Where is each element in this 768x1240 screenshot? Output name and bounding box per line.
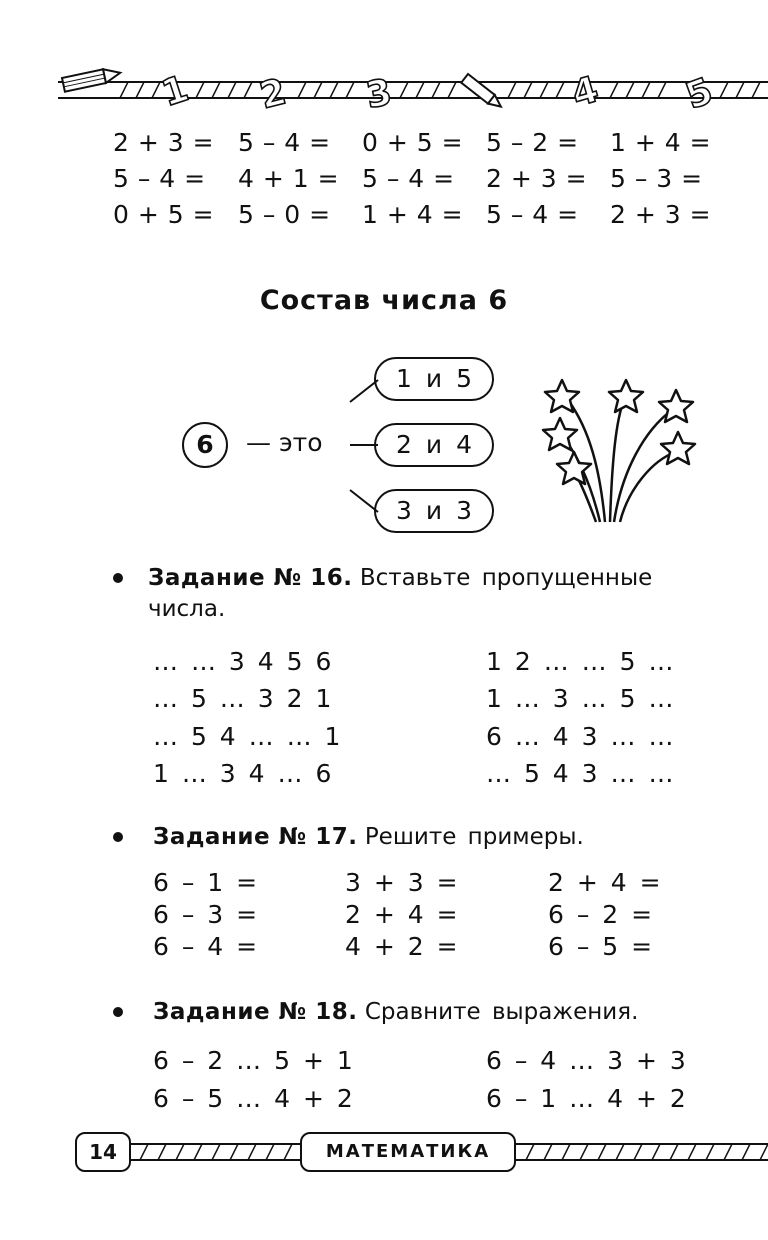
section-title: Состав числа 6	[259, 285, 509, 316]
equation: 5 – 3 =	[610, 164, 703, 193]
sequence-row: … 5 … 3 2 1	[153, 684, 332, 713]
sequence-row: 6 … 4 3 … …	[486, 722, 674, 751]
task-text: Решите примеры.	[364, 824, 584, 850]
task-text: Сравните выражения.	[364, 999, 639, 1025]
sequence-row: … 5 4 … … 1	[153, 722, 341, 751]
task-label: Задание № 16.	[148, 565, 353, 591]
equation: 5 – 4 =	[362, 164, 455, 193]
page-number: 14	[75, 1132, 131, 1172]
equation: 5 – 0 =	[238, 200, 331, 229]
example: 3 + 3 =	[345, 868, 458, 897]
example: 6 – 4 =	[153, 932, 258, 961]
example: 6 – 2 =	[548, 900, 653, 929]
ruler-digit: 2	[256, 71, 291, 118]
task-text-cont: числа.	[148, 596, 226, 622]
sequence-row: 1 … 3 … 5 …	[486, 684, 674, 713]
example: 6 – 1 =	[153, 868, 258, 897]
equation: 4 + 1 =	[238, 164, 340, 193]
equation: 5 – 4 =	[113, 164, 206, 193]
example: 2 + 4 =	[548, 868, 661, 897]
example: 4 + 2 =	[345, 932, 458, 961]
task-label: Задание № 17.	[153, 824, 358, 850]
pair-bubble: 3 и 3	[374, 489, 494, 533]
sequence-row: 1 2 … … 5 …	[486, 647, 674, 676]
pair-bubble: 2 и 4	[374, 423, 494, 467]
comparison: 6 – 2 … 5 + 1	[153, 1046, 353, 1075]
number-circle: 6	[182, 422, 228, 468]
task-label: Задание № 18.	[153, 999, 358, 1025]
comparison: 6 – 5 … 4 + 2	[153, 1084, 353, 1113]
equation: 1 + 4 =	[610, 128, 712, 157]
ruler-digit: 4	[567, 69, 603, 116]
equation: 0 + 5 =	[362, 128, 464, 157]
sequence-row: … … 3 4 5 6	[153, 647, 332, 676]
pair-bubble: 1 и 5	[374, 357, 494, 401]
dash-word: — это	[246, 428, 323, 457]
equation: 2 + 3 =	[113, 128, 215, 157]
comparison: 6 – 4 … 3 + 3	[486, 1046, 686, 1075]
sequence-row: … 5 4 3 … …	[486, 759, 674, 788]
equation: 5 – 2 =	[486, 128, 579, 157]
example: 6 – 5 =	[548, 932, 653, 961]
example: 6 – 3 =	[153, 900, 258, 929]
equation: 2 + 3 =	[610, 200, 712, 229]
equation: 1 + 4 =	[362, 200, 464, 229]
ruler-digit: 5	[680, 70, 719, 118]
ruler-digit: 1	[156, 68, 194, 115]
sequence-row: 1 … 3 4 … 6	[153, 759, 332, 788]
equation: 5 – 4 =	[238, 128, 331, 157]
comparison: 6 – 1 … 4 + 2	[486, 1084, 686, 1113]
equation: 5 – 4 =	[486, 200, 579, 229]
subject-label: МАТЕМАТИКА	[300, 1132, 516, 1172]
ruler-digit: 3	[363, 72, 395, 117]
example: 2 + 4 =	[345, 900, 458, 929]
equation: 2 + 3 =	[486, 164, 588, 193]
task-text: Вставьте пропущенные	[359, 565, 653, 591]
equation: 0 + 5 =	[113, 200, 215, 229]
